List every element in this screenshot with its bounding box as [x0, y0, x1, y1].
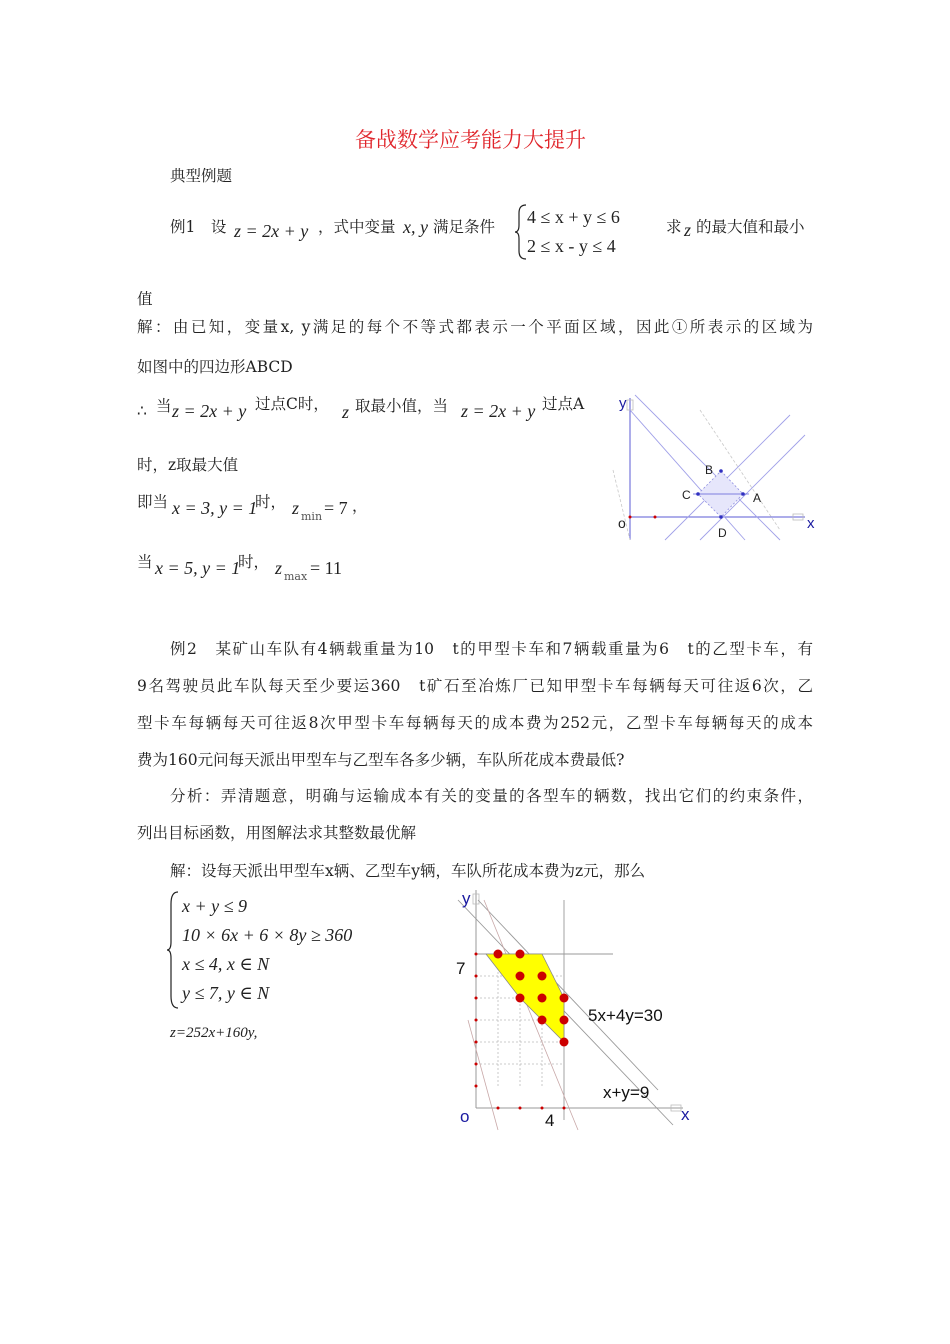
- ex1-z-expression: z = 2x + y: [234, 221, 309, 241]
- g1-point-c: [696, 492, 700, 496]
- g2-point: [494, 950, 503, 959]
- ex2-solution: 解：设每天派出甲型车x辆、乙型车y辆，车队所花成本费为z元，那么: [170, 862, 646, 880]
- g2-point: [538, 972, 547, 981]
- g1-point-a: [741, 492, 745, 496]
- g2-x-label: x: [681, 1105, 690, 1124]
- dang-2: 当: [137, 553, 153, 571]
- zmin-z: z: [292, 498, 300, 518]
- g2-point: [560, 994, 569, 1003]
- ex2-line-1: 例2 某矿山车队有4辆载重量为10 t的甲型卡车和7辆载重量为6 t的乙型卡车，有: [170, 640, 813, 658]
- ex2-line-4: 费为160元问每天派出甲型车与乙型车各多少辆，车队所花成本费最低?: [137, 751, 625, 769]
- g1-y-label: y: [619, 395, 627, 412]
- zmax-value: = 11: [310, 558, 342, 578]
- g2-origin-label: o: [460, 1107, 470, 1126]
- g2-point: [516, 994, 525, 1003]
- g2-point: [560, 1038, 569, 1047]
- min-text: 取最小值，当: [355, 397, 449, 415]
- g1-label-d: D: [718, 526, 727, 540]
- page-title: 备战数学应考能力大提升: [355, 128, 586, 152]
- pass-c-text: 过点C时，: [255, 395, 329, 413]
- ex1-solution-line-2: 如图中的四边形ABCD: [137, 358, 293, 376]
- ex2-line-2: 9名驾驶员此车队每天至少要运360 t矿石至冶炼厂已知甲型卡车每辆每天可往返6次，乙: [137, 677, 813, 695]
- g2-line-label-1: 5x+4y=30: [588, 1006, 663, 1025]
- ex2-objective: z=252x+160y,: [170, 1025, 258, 1041]
- when-text: 当: [156, 397, 172, 415]
- ex1-condition-label: 满足条件: [433, 218, 496, 236]
- g2-point: [516, 972, 525, 981]
- point-2: x = 5, y = 1: [155, 558, 241, 578]
- g1-origin-label: o: [618, 515, 626, 531]
- g2-point: [516, 950, 525, 959]
- shi-1: 时，: [255, 493, 287, 511]
- zmax-z: z: [275, 558, 283, 578]
- z-expression-2: z = 2x + y: [172, 401, 247, 421]
- ex1-label: 例1 设: [170, 218, 227, 236]
- g1-label-c: C: [682, 488, 691, 502]
- section-heading: 典型例题: [170, 167, 233, 185]
- ex2-analysis-1: 分析：弄清题意，明确与运输成本有关的变量的各型车的辆数，找出它们的约束条件，: [170, 787, 813, 805]
- graph-2: [438, 880, 708, 1140]
- g2-point: [538, 1016, 547, 1025]
- ex1-ask: 求: [666, 218, 682, 236]
- g1-point-b: [719, 469, 723, 473]
- g1-label-b: B: [705, 463, 714, 477]
- g1-point-d: [719, 515, 723, 519]
- zmin-subscript: min: [301, 510, 323, 523]
- ex1-ask-rest: 的最大值和最小: [696, 218, 805, 236]
- comma: ，: [352, 497, 368, 515]
- ex2-brace: [166, 890, 180, 1010]
- ex1-vars: x, y: [403, 217, 428, 237]
- ex1-brace: [514, 203, 528, 261]
- g1-label-a: A: [753, 491, 762, 505]
- g2-y-label: y: [462, 889, 471, 908]
- ex1-mid-text: ，式中变量: [318, 218, 396, 236]
- g2-label-4: 4: [545, 1111, 555, 1130]
- ex2-system-2: 10 × 6x + 6 × 8y ≥ 360: [182, 925, 353, 945]
- graph-1: [605, 390, 830, 550]
- ex2-system-3: x ≤ 4, x ∈ N: [182, 954, 270, 974]
- zmin-value: = 7: [324, 498, 348, 518]
- zmax-subscript: max: [284, 570, 308, 583]
- ex1-ineq-2: 2 ≤ x - y ≤ 4: [527, 236, 616, 256]
- z-expression-3: z = 2x + y: [461, 401, 536, 421]
- shi-2: 时，: [238, 553, 270, 571]
- ji-dang-text: 即当: [137, 493, 169, 511]
- z-symbol: z: [342, 402, 350, 422]
- max-line: 时，z取最大值: [137, 456, 239, 474]
- therefore-symbol: ∴: [137, 402, 147, 420]
- pass-a-text: 过点A: [542, 395, 585, 413]
- ex1-continuation: 值: [137, 290, 153, 308]
- point-1: x = 3, y = 1: [172, 498, 258, 518]
- g2-point: [560, 1016, 569, 1025]
- ex2-system-1: x + y ≤ 9: [182, 896, 248, 916]
- ex2-system-4: y ≤ 7, y ∈ N: [182, 983, 270, 1003]
- ex1-ask-z: z: [684, 220, 692, 240]
- ex1-ineq-1: 4 ≤ x + y ≤ 6: [527, 207, 620, 227]
- g2-point: [538, 994, 547, 1003]
- g2-line-label-2: x+y=9: [603, 1083, 650, 1102]
- ex2-line-3: 型卡车每辆每天可往返8次甲型卡车每辆每天的成本费为252元，乙型卡车每辆每天的成本: [137, 714, 813, 732]
- g2-label-7: 7: [456, 959, 466, 978]
- g1-x-label: x: [807, 515, 815, 532]
- ex1-solution-line-1: 解：由已知，变量x, y满足的每个不等式都表示一个平面区域，因此①所表示的区域为: [137, 318, 813, 336]
- ex2-analysis-2: 列出目标函数，用图解法求其整数最优解: [137, 824, 417, 842]
